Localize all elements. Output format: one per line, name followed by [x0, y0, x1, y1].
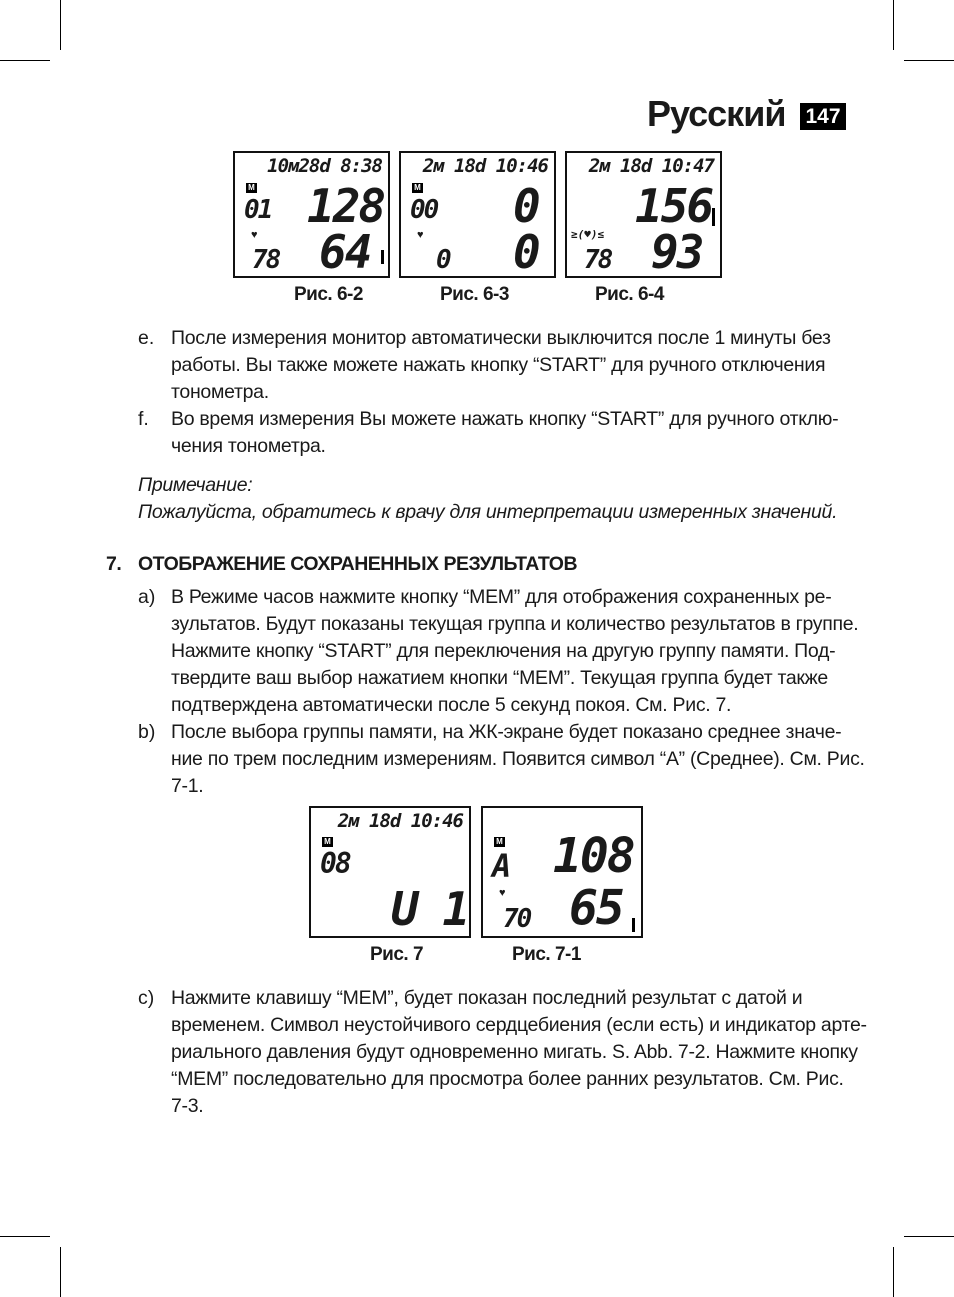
- lcd-average-symbol: A: [492, 847, 510, 885]
- crop-mark: [904, 1236, 954, 1237]
- lcd-systolic-value: 0: [513, 179, 539, 233]
- figure-caption: Рис. 6-2: [294, 284, 363, 305]
- list-marker: a): [138, 586, 156, 608]
- figure-caption: Рис. 7-1: [512, 944, 581, 965]
- lcd-date-time: 10м28d 8:38: [267, 155, 382, 177]
- lcd-pulse-value: 70: [503, 904, 531, 934]
- list-item-f: Во время измерения Вы можете нажать кнопку “START” для ручного отклю- чения тонометра.: [171, 408, 839, 457]
- lcd-figure-6-4: [565, 151, 722, 278]
- list-marker: f.: [138, 408, 149, 430]
- list-item-e: После измерения монитор автоматически выключится после 1 минуты без работы. Вы также можете нажать кнопку “START” для ручного отключения тонометра.: [171, 327, 831, 403]
- lcd-memory-group: 08: [320, 847, 350, 880]
- figure-caption: Рис. 6-4: [595, 284, 664, 305]
- crop-mark: [0, 1236, 50, 1237]
- lcd-systolic-value: 108: [553, 828, 634, 884]
- crop-mark: [60, 1247, 61, 1297]
- list-marker: e.: [138, 327, 155, 349]
- note-block: [138, 472, 837, 526]
- list-item-b: После выбора группы памяти, на ЖК-экране будет показано среднее значе- ние по трем последним измерениям. Появится символ “A” (Среднее). См. Рис. 7-1.: [171, 721, 865, 797]
- crop-mark: [60, 0, 61, 50]
- list-marker: c): [138, 987, 155, 1009]
- page-title: Русский: [647, 93, 786, 134]
- list-item-c: Нажмите клавишу “MEM”, будет показан последний результат с датой и временем. Символ неустойчивого сердцебиения (если есть) и индикатор арте- риального давления будут одновременно мигать. S. Abb. 7-2. Нажмите кнопку “MEM” последовательно для просмотра более ранних результатов. См. Рис. 7-3.: [171, 987, 867, 1117]
- lcd-diastolic-value: 0: [513, 225, 539, 279]
- section-title: ОТОБРАЖЕНИЕ СОХРАНЕННЫХ РЕЗУЛЬТАТОВ: [138, 553, 578, 575]
- irregular-heartbeat-icon: ≥(♥)≤: [571, 228, 605, 241]
- lcd-systolic-value: 156: [635, 179, 713, 233]
- memory-icon: M: [322, 837, 333, 847]
- lcd-figure-6-2: [233, 151, 390, 278]
- lcd-figure-7-1: [481, 806, 643, 938]
- lcd-memory-number: 01: [244, 195, 272, 225]
- bp-indicator-icon: [632, 918, 635, 932]
- list-marker: b): [138, 721, 156, 743]
- page-number-badge: 147: [800, 103, 846, 130]
- lcd-systolic-value: 128: [307, 179, 385, 233]
- lcd-result-count: U 1: [391, 882, 469, 936]
- bp-indicator-icon: [381, 250, 384, 264]
- lcd-memory-number: 00: [410, 195, 438, 225]
- crop-mark: [904, 60, 954, 61]
- lcd-pulse-value: 0: [436, 245, 450, 275]
- memory-icon: M: [412, 183, 423, 193]
- crop-mark: [0, 60, 50, 61]
- figure-caption: Рис. 6-3: [440, 284, 509, 305]
- memory-icon: M: [494, 837, 505, 847]
- lcd-date-time: 2м 18d 10:46: [422, 155, 548, 177]
- list-item-a: В Режиме часов нажмите кнопку “MEM” для отображения сохраненных ре- зультатов. Будут показаны текущая группа и количество результатов в группе. Нажмите кнопку “START” для переключения на другую группу памяти. Под- твердите ваш выбор нажатием кнопки “MEM”. Текущая группа будет также подтверждена автоматически после 5 секунд покоя. См. Рис. 7.: [171, 586, 859, 716]
- crop-mark: [893, 1247, 894, 1297]
- lcd-diastolic-value: 93: [651, 225, 703, 279]
- lcd-figure-7: [309, 806, 471, 938]
- lcd-figure-6-3: [399, 151, 556, 278]
- crop-mark: [893, 0, 894, 50]
- lcd-date-time: 2м 18d 10:46: [337, 810, 463, 832]
- figure-caption: Рис. 7: [370, 944, 424, 965]
- note-text: Пожалуйста, обратитесь к врачу для интерпретации измеренных значений.: [138, 501, 838, 523]
- lcd-pulse-value: 78: [252, 245, 280, 275]
- lcd-date-time: 2м 18d 10:47: [588, 155, 714, 177]
- lcd-diastolic-value: 64: [319, 225, 371, 279]
- section-number: 7.: [106, 553, 122, 575]
- note-label: Примечание:: [138, 474, 253, 496]
- lcd-diastolic-value: 65: [569, 880, 623, 936]
- memory-icon: M: [246, 183, 257, 193]
- heart-icon: ♥: [499, 887, 506, 899]
- lcd-pulse-value: 78: [584, 245, 612, 275]
- heart-icon: ♥: [417, 229, 424, 241]
- heart-icon: ♥: [251, 229, 258, 241]
- bp-indicator-icon: [712, 208, 715, 226]
